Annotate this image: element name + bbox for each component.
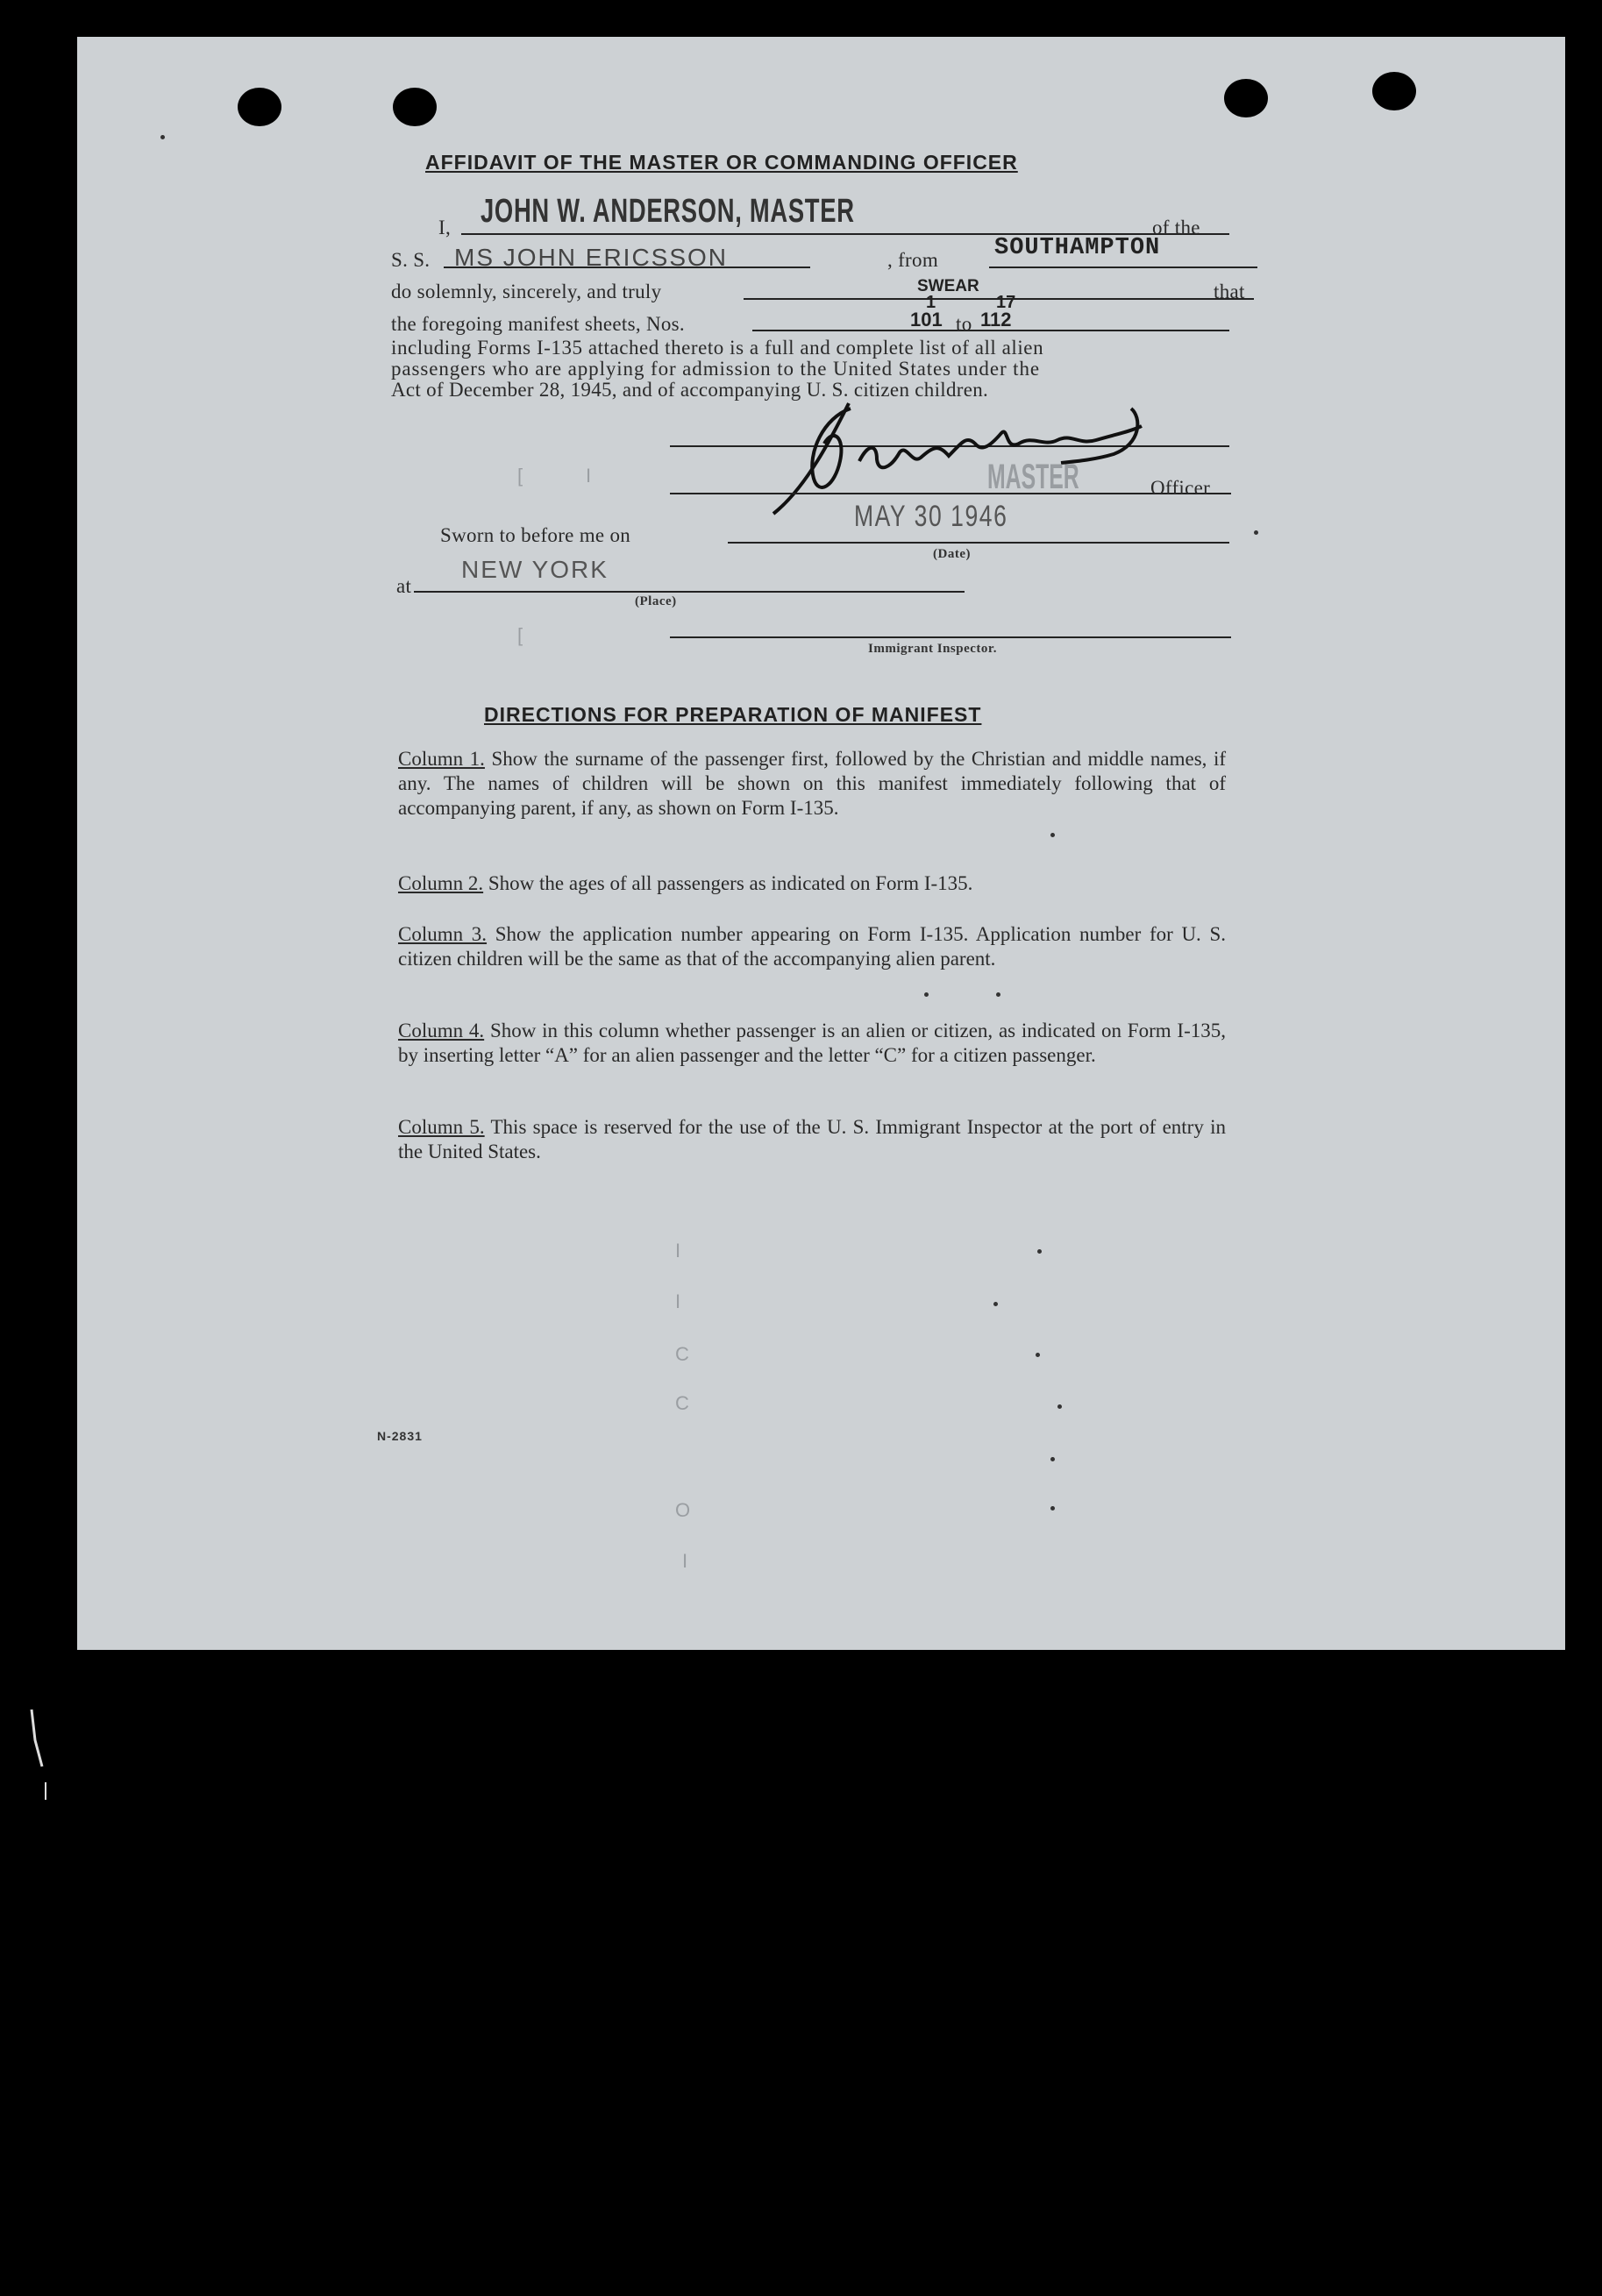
sheet-to: 112: [980, 309, 1012, 331]
place-name: NEW YORK: [461, 556, 609, 583]
direction-item-1: [398, 747, 1226, 821]
sheets-label: the foregoing manifest sheets, Nos.: [391, 313, 685, 335]
speck: [1050, 833, 1055, 837]
bleed-through-mark: I: [682, 1550, 688, 1572]
speck: [996, 992, 1000, 997]
date-caption: (Date): [933, 547, 971, 561]
solemnly-label: do solemnly, sincerely, and truly: [391, 281, 662, 302]
form-number: N-2831: [377, 1429, 423, 1443]
to-label: to: [956, 313, 972, 335]
direction-item-4: [398, 1019, 1226, 1068]
from-line: [989, 267, 1257, 268]
from-label: , from: [887, 249, 939, 271]
inspector-line: [670, 636, 1231, 638]
sheet-from: 101: [910, 309, 943, 331]
scan-edge-artifact: [26, 1705, 53, 1810]
at-label: at: [396, 575, 412, 597]
officer-line: [670, 493, 1231, 494]
of-the-label: of the: [1152, 217, 1200, 238]
direction-text: Show in this column whether passenger is an alien or citizen, as indicated on Form I-135, by inserting letter “A” for an alien passenger and the letter “C” for a citizen passenger.: [398, 1020, 1226, 1066]
bleed-through-mark: C: [675, 1343, 689, 1365]
sworn-date: MAY 30 1946: [854, 500, 1008, 533]
direction-heading: Column 4.: [398, 1020, 485, 1041]
bleed-through-mark: O: [675, 1499, 691, 1521]
direction-item-2: [398, 871, 1226, 896]
direction-text: Show the surname of the passenger first, followed by the Christian and middle names, if any. The names of children will be shown on this manifest immediately following that of accompanying parent, if any, as shown on Form I-135.: [398, 748, 1227, 819]
speck: [1050, 1506, 1055, 1511]
place-line: [414, 591, 965, 593]
affidavit-title: AFFIDAVIT OF THE MASTER OR COMMANDING OFFICER: [425, 151, 1018, 174]
punch-hole: [393, 88, 437, 126]
direction-item-5: [398, 1115, 1226, 1164]
date-line: [728, 542, 1229, 544]
punch-hole: [238, 88, 281, 126]
officer-title-stamp: MASTER: [987, 458, 1079, 496]
punch-hole: [1224, 79, 1268, 117]
direction-heading: Column 2.: [398, 872, 484, 894]
from-port: SOUTHAMPTON: [994, 235, 1161, 261]
speck: [924, 992, 929, 997]
speck: [1254, 530, 1258, 535]
sworn-label: Sworn to before me on: [440, 524, 631, 546]
direction-item-3: [398, 922, 1226, 971]
speck: [160, 135, 165, 139]
punch-hole: [1372, 72, 1416, 110]
place-caption: (Place): [635, 594, 677, 608]
body-line-1: including Forms I-135 attached thereto is a full and complete list of all alien: [391, 337, 1044, 359]
direction-heading: Column 3.: [398, 923, 488, 945]
ship-name: MS JOHN ERICSSON: [454, 244, 729, 271]
i-label: I,: [438, 217, 452, 238]
speck: [1036, 1353, 1040, 1357]
bleed-through-mark: I: [586, 465, 592, 487]
speck: [1057, 1404, 1062, 1409]
sheet-to-top: 17: [996, 293, 1016, 312]
bleed-through-mark: I: [675, 1290, 681, 1312]
direction-heading: Column 1.: [398, 748, 485, 770]
direction-heading: Column 5.: [398, 1116, 485, 1138]
speck: [1050, 1457, 1055, 1461]
swear-word: SWEAR: [917, 277, 979, 295]
ss-label: S. S.: [391, 249, 431, 271]
direction-text: Show the application number appearing on Form I-135. Application number for U. S. citizen children will be the same as that of the accompanying alien parent.: [398, 923, 1227, 970]
directions-title: DIRECTIONS FOR PREPARATION OF MANIFEST: [484, 703, 982, 726]
inspector-caption: Immigrant Inspector.: [868, 642, 997, 656]
bleed-through-mark: I: [675, 1240, 681, 1262]
bleed-through-mark: [: [517, 624, 523, 646]
speck: [993, 1302, 998, 1306]
body-line-3: Act of December 28, 1945, and of accompanying U. S. citizen children.: [391, 379, 989, 401]
sheet-from-top: 1: [926, 293, 936, 312]
master-name-stamp: JOHN W. ANDERSON, MASTER: [481, 193, 855, 230]
direction-text: Show the ages of all passengers as indicated on Form I-135.: [488, 872, 973, 894]
bleed-through-mark: [: [517, 465, 523, 487]
that-label: that: [1214, 281, 1245, 302]
officer-label: Officer: [1150, 477, 1211, 499]
direction-text: This space is reserved for the use of the U. S. Immigrant Inspector at the port of entry in the United States.: [398, 1116, 1226, 1162]
document-page: [77, 37, 1565, 1650]
body-line-2: passengers who are applying for admission to the United States under the: [391, 358, 1040, 380]
bleed-through-mark: C: [675, 1392, 689, 1414]
speck: [1037, 1249, 1042, 1254]
